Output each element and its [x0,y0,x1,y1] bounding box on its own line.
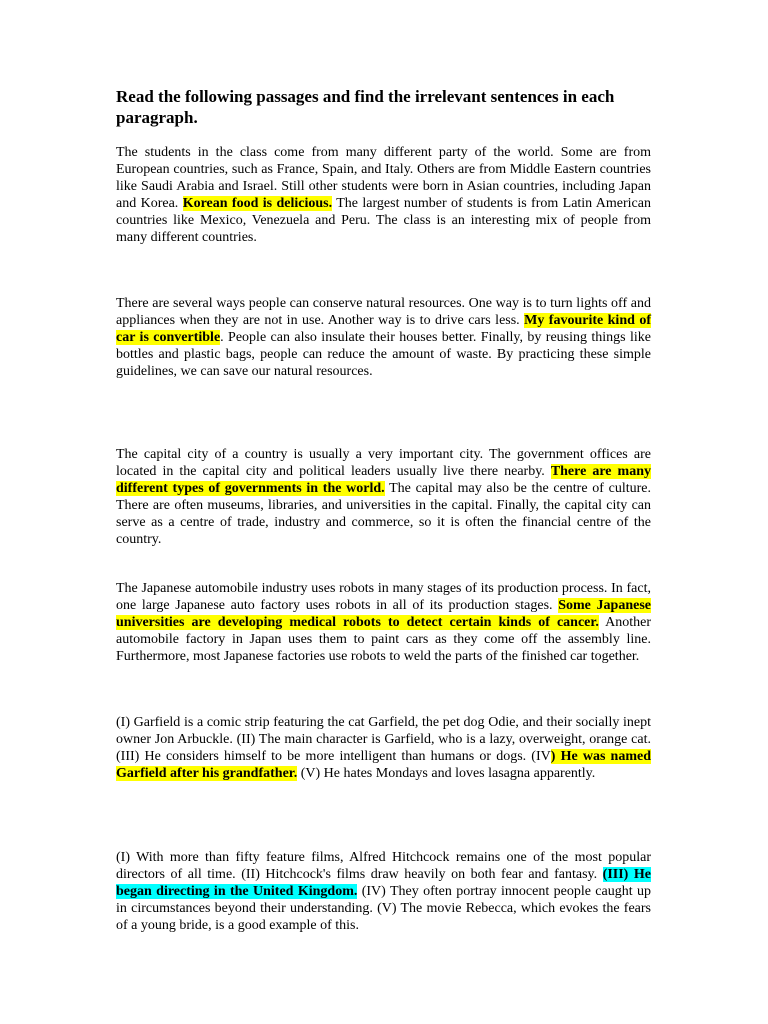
passage-text: (IV) They often portray innocent people caught up in circumstances beyond their understanding. (V) The movie Rebecca, which evokes the fears of a young bride, is a good example of this. [116,884,651,933]
passage-text: The students in the class come from many different party of the world. Some are from European countries, such as France, Spain, and Italy. Others are from Middle Eastern countries like Saudi Arabia and Israel. Still other students were born in Asian countries, including Japan and Korea. [116,145,651,211]
passage-garfield [116,714,651,782]
passage-text: The largest number of students is from Latin American countries like Mexico, Venezuela and Peru. The class is an interesting mix of people from many different countries. [116,196,651,245]
passage-hitchcock [116,849,651,934]
passage-text: The capital city of a country is usually a very important city. The government offices are located in the capital city and political leaders usually live there nearby. [116,447,651,479]
passage-conservation [116,295,651,380]
passage-students [116,144,651,246]
irrelevant-sentence-highlight: Korean food is delicious. [182,196,333,211]
passage-text: Another automobile factory in Japan uses them to paint cars as they come off the assembly line. Furthermore, most Japanese factories use robots to weld the parts of the finished car together. [116,615,651,664]
irrelevant-sentence-highlight: There are many different types of governments in the world. [116,464,651,496]
irrelevant-sentence-highlight: My favourite kind of car is convertible [116,313,651,345]
passage-text: (I) With more than fifty feature films, Alfred Hitchcock remains one of the most popular directors of all time. (II) Hitchcock's films draw heavily on both fear and fantasy. [116,850,651,882]
irrelevant-sentence-highlight: (III) He began directing in the United Kingdom. [116,867,651,899]
passage-text: (V) He hates Mondays and loves lasagna apparently. [297,766,596,781]
passage-capital-city [116,446,651,548]
irrelevant-sentence-highlight: ) He was named Garfield after his grandfather. [116,749,651,781]
passage-text: . People can also insulate their houses better. Finally, by reusing things like bottles and plastic bags, people can reduce the amount of waste. By practicing these simple guidelines, we can save our natural resources. [116,330,652,379]
irrelevant-sentence-highlight: Some Japanese universities are developing medical robots to detect certain kinds of cancer. [116,598,651,630]
passage-text: There are several ways people can conserve natural resources. One way is to turn lights off and appliances when they are not in use. Another way is to drive cars less. [116,296,651,328]
passage-robots [116,580,651,665]
passage-text: The Japanese automobile industry uses robots in many stages of its production process. In fact, one large Japanese auto factory uses robots in all of its production stages. [116,581,651,613]
passage-text: (I) Garfield is a comic strip featuring the cat Garfield, the pet dog Odie, and their socially inept owner Jon Arbuckle. (II) The main character is Garfield, who is a lazy, overweight, orange cat. (III) He considers himself to be more intelligent than humans or dogs. (IV [116,715,651,764]
instructions-heading: Read the following passages and find the irrelevant sentences in each paragraph. [116,87,615,127]
passage-text: The capital may also be the centre of culture. There are often museums, libraries, and universities in the capital. Finally, the capital city can serve as a centre of trade, industry and commerce, so it is often the financial centre of the country. [116,481,651,547]
